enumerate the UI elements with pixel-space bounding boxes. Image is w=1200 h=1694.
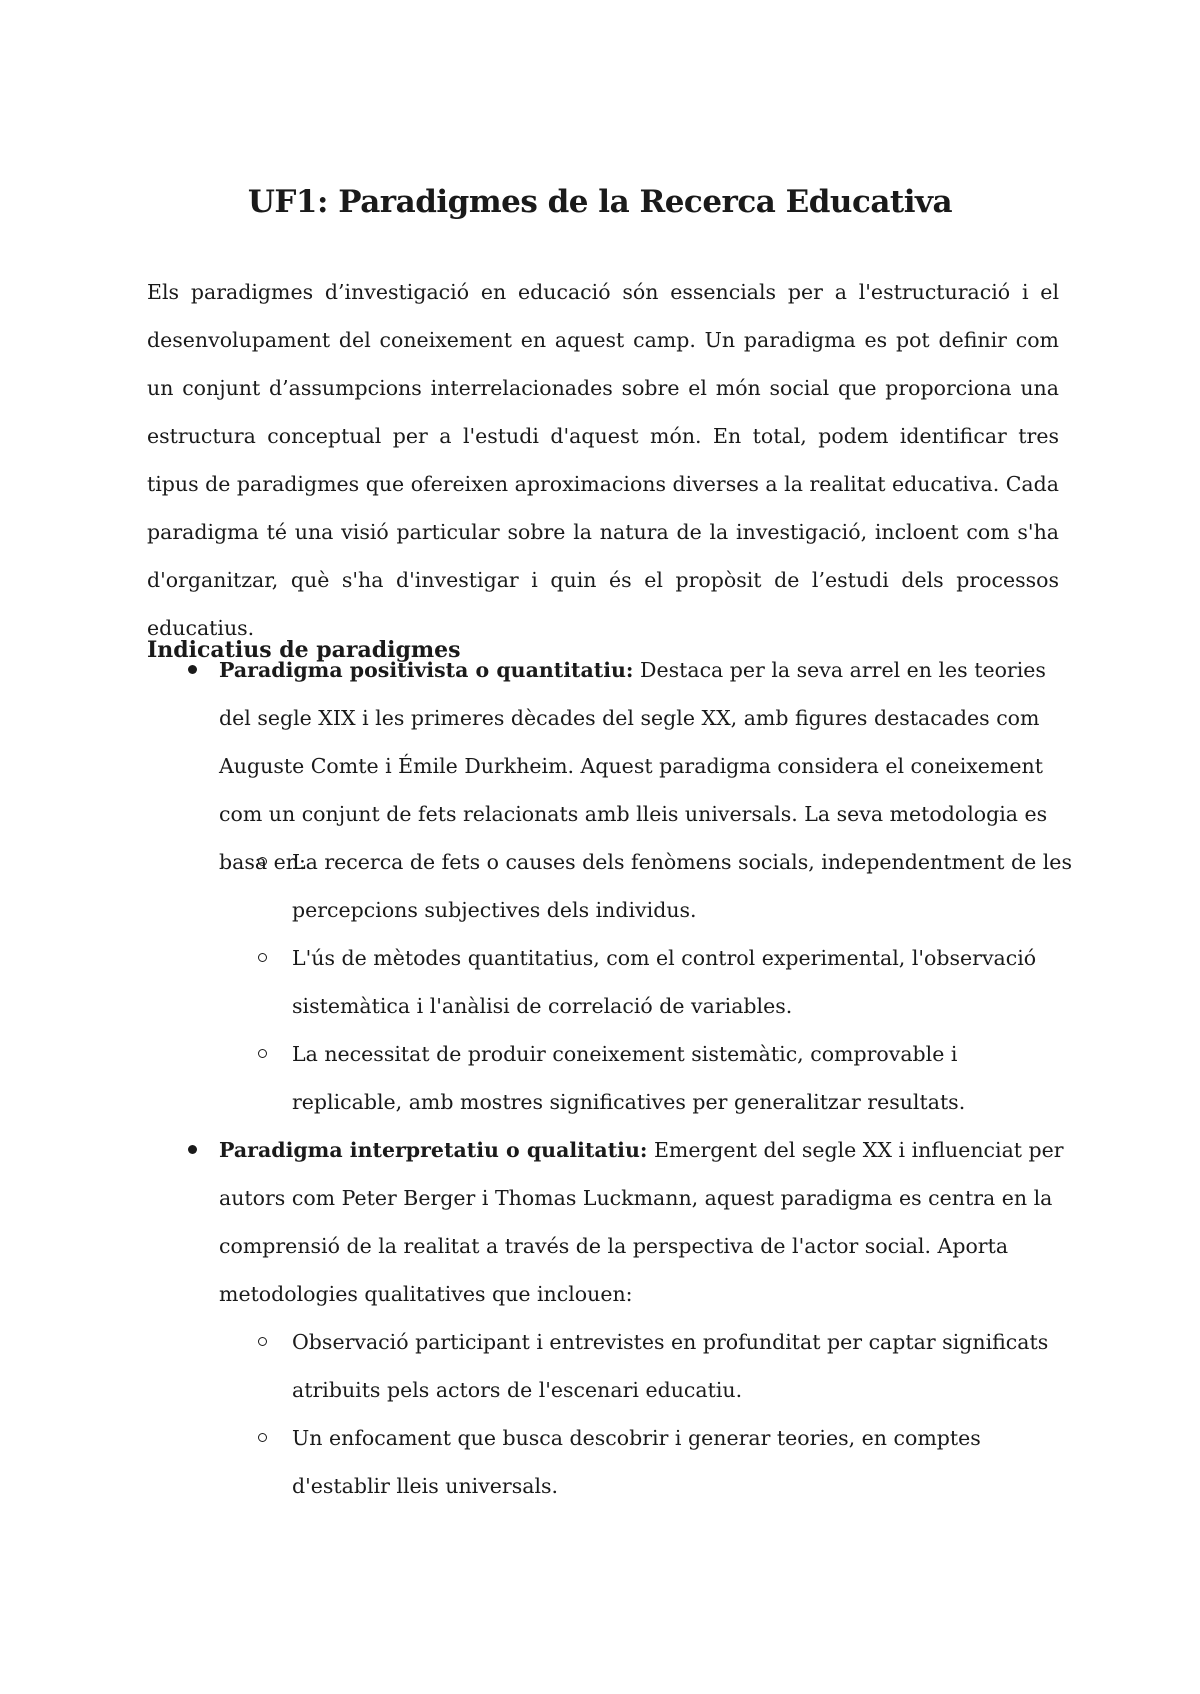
- paradigm-text: Destaca per la seva arrel en les teories del segle XIX i les primeres dècades del segle XX, amb figures destacades com Auguste Comte i Émile Durkheim. Aquest paradigma considera el coneixement com un conjunt de fets relacionats amb lleis universals. La seva metodologia es basa en:: [219, 658, 1048, 874]
- list-item-interpretatiu: [219, 1126, 1069, 1318]
- paradigm-label: Paradigma positivista o quantitatiu:: [219, 658, 634, 682]
- section-heading: Indicatius de paradigmes: [147, 637, 461, 663]
- paradigm-label: Paradigma interpretatiu o qualitatiu:: [219, 1138, 648, 1162]
- circle-bullet-icon: [258, 953, 267, 962]
- circle-bullet-icon: [258, 1433, 267, 1442]
- bullet-icon: [188, 1145, 197, 1154]
- paradigm-text: Emergent del segle XX i influenciat per autors com Peter Berger i Thomas Luckmann, aquest paradigma es centra en la comprensió de la realitat a través de la perspectiva de l'actor social. Aporta metodologies qualitatives que inclouen:: [219, 1138, 1064, 1306]
- circle-bullet-icon: [258, 1049, 267, 1058]
- bullet-icon: [188, 665, 197, 674]
- circle-bullet-icon: [258, 1337, 267, 1346]
- intro-paragraph: Els paradigmes d’investigació en educació són essencials per a l'estructuració i el desenvolupament del coneixement en aquest camp. Un paradigma es pot definir com un conjunt d’assumpcions interrelacionades sobre el món social que proporciona una estructura conceptual per a l'estudi d'aquest món. En total, podem identificar tres tipus de paradigmes que ofereixen aproximacions diverses a la realitat educativa. Cada paradigma té una visió particular sobre la natura de la investigació, incloent com s'ha d'organitzar, què s'ha d'investigar i quin és el propòsit de l’estudi dels processos educatius.: [147, 280, 1059, 640]
- sub-list-item: La necessitat de produir coneixement sistemàtic, comprovable i replicable, amb mostres significatives per generalitzar resultats.: [292, 1030, 1072, 1126]
- page-title: UF1: Paradigmes de la Recerca Educativa: [247, 184, 953, 220]
- sub-list-item: L'ús de mètodes quantitatius, com el control experimental, l'observació sistemàtica i l'anàlisi de correlació de variables.: [292, 934, 1072, 1030]
- sub-list-item: Un enfocament que busca descobrir i generar teories, en comptes d'establir lleis universals.: [292, 1414, 1072, 1510]
- sub-list-item: Observació participant i entrevistes en profunditat per captar significats atribuits pels actors de l'escenari educatiu.: [292, 1318, 1072, 1414]
- sub-list-item: La recerca de fets o causes dels fenòmens socials, independentment de les percepcions subjectives dels individus.: [292, 838, 1072, 934]
- circle-bullet-icon: [258, 857, 267, 866]
